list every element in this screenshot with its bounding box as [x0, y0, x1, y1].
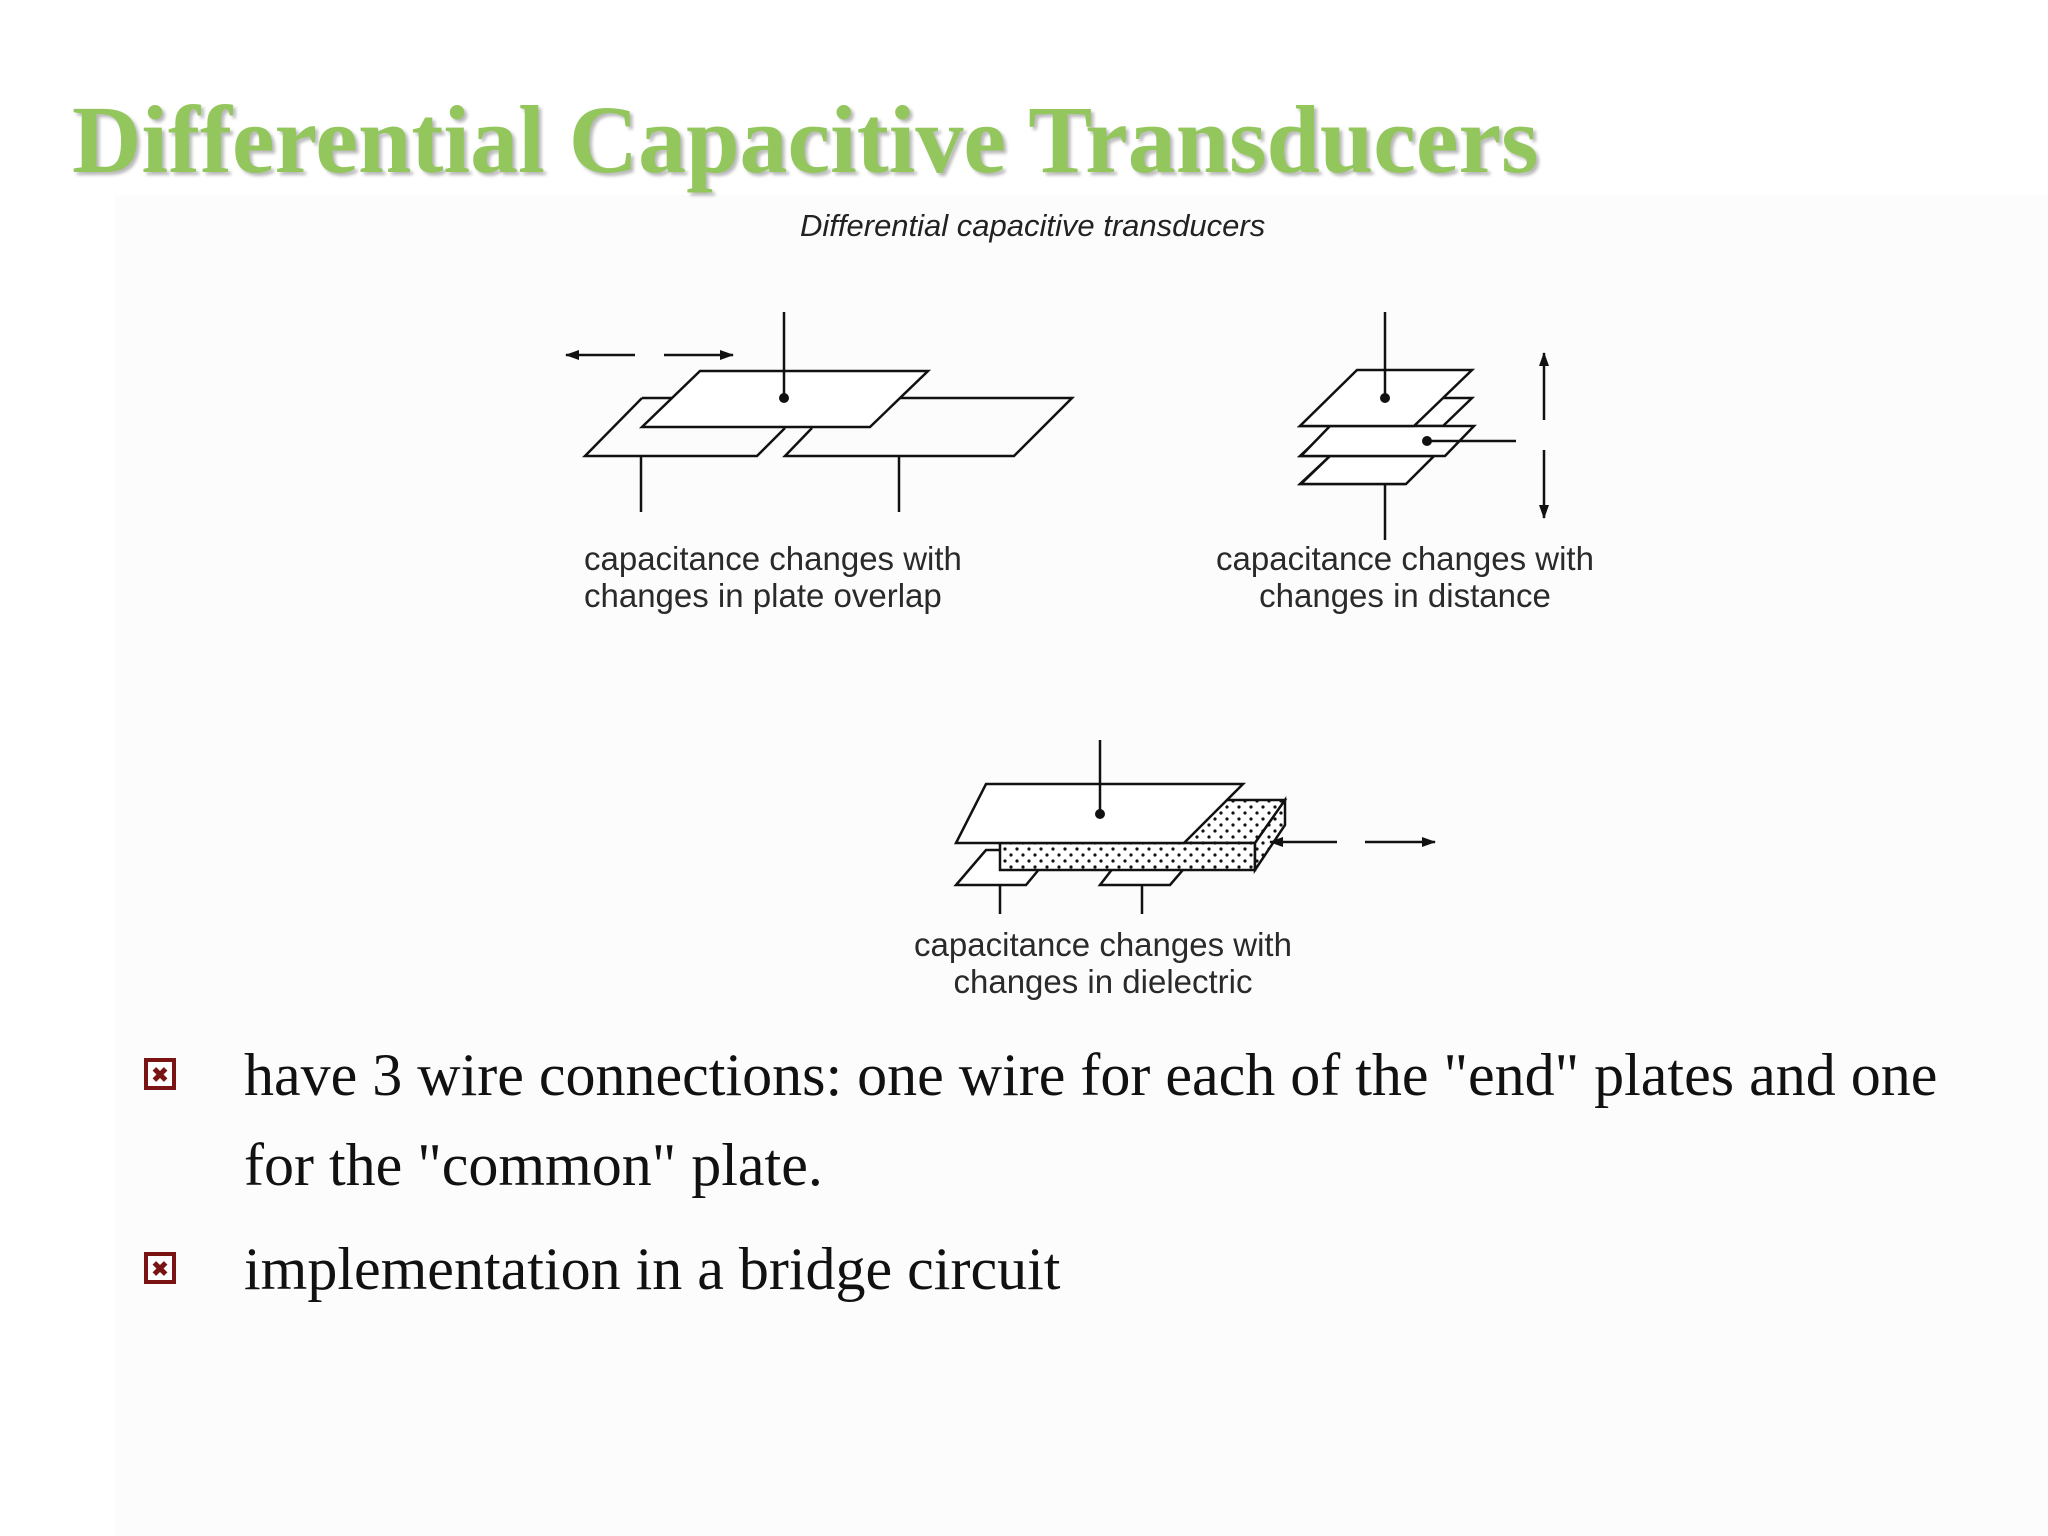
- bullet-text: have 3 wire connections: one wire for each of the "end" plates and one for the "common" plate.: [244, 1042, 1938, 1198]
- slide-title: Differential Capacitive Transducers: [72, 86, 1539, 193]
- panel-label-line: capacitance changes with: [1216, 540, 1594, 577]
- bullet-item: [140, 1030, 2000, 1210]
- panel-label-line: changes in distance: [1259, 577, 1551, 614]
- panel-label-line: changes in dielectric: [953, 963, 1253, 1000]
- panel-label-line: changes in plate overlap: [584, 577, 942, 614]
- bullet-list: [140, 1030, 2000, 1328]
- distance-bottom-plate: [1301, 456, 1434, 484]
- panel-label-line: capacitance changes with: [914, 926, 1292, 963]
- bullet-item: [140, 1224, 2000, 1314]
- checkbox-x-icon: [144, 1058, 176, 1090]
- dielectric-slab-front: [1000, 843, 1255, 870]
- panel-label-overlap: [584, 540, 962, 614]
- plate-overlap-diagram: [566, 312, 1072, 512]
- panel-label-dielectric: [898, 926, 1308, 1000]
- figure-caption: Differential capacitive transducers: [800, 208, 1266, 243]
- dielectric-diagram: [956, 740, 1435, 914]
- plate-distance-diagram: [1300, 312, 1544, 540]
- bullet-text: implementation in a bridge circuit: [244, 1236, 1061, 1302]
- panel-label-line: capacitance changes with: [584, 540, 962, 577]
- panel-label-distance: [1199, 540, 1611, 614]
- checkbox-x-icon: [144, 1252, 176, 1284]
